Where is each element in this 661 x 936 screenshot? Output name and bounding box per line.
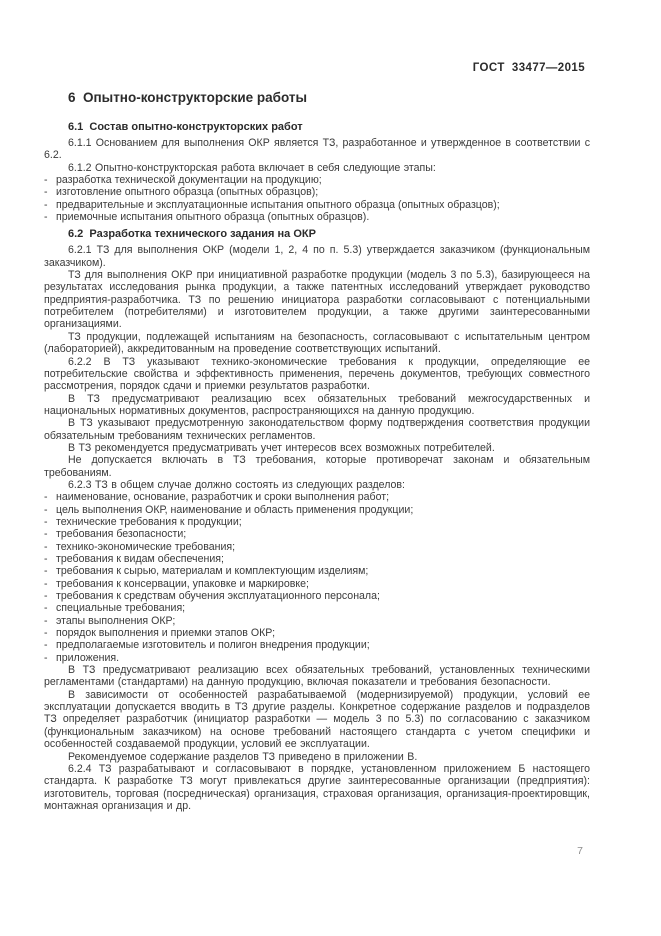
list-item bbox=[44, 504, 590, 516]
list-item bbox=[44, 652, 590, 664]
paragraph: 6.2.4 ТЗ разрабатывают и согласовывают в порядке, установленном приложением Б настоящего стандарта. К разработке ТЗ могут привлекаться другие заинтересованные организации (предприятия): изготовитель, торговая (посредническая) организация, страховая организация, организация-проектировщик, монтажная организация и др. bbox=[44, 762, 590, 812]
list-item bbox=[44, 186, 590, 198]
paragraph: 6.1.2 Опытно-конструкторская работа включает в себя следующие этапы: bbox=[68, 161, 436, 174]
list-item bbox=[44, 211, 590, 223]
paragraph: 6.2.1 ТЗ для выполнения ОКР (модели 1, 2, 4 по п. 5.3) утверждается заказчиком (функциональным заказчиком). bbox=[44, 244, 590, 269]
list-item bbox=[44, 528, 590, 540]
list-marker: - bbox=[44, 528, 48, 541]
list-item bbox=[44, 174, 590, 186]
paragraph: Не допускается включать в ТЗ требования, которые противоречат законам и обязательным требованиям. bbox=[44, 454, 590, 479]
list-item-text: предварительные и эксплуатационные испытания опытного образца (опытных образцов); bbox=[56, 198, 500, 211]
list-item bbox=[44, 199, 590, 211]
list-marker: - bbox=[44, 577, 48, 590]
list-item-text: цель выполнения ОКР, наименование и область применения продукции; bbox=[56, 503, 414, 516]
list-item bbox=[44, 590, 590, 602]
list-item-text: предполагаемые изготовитель и полигон внедрения продукции; bbox=[56, 639, 370, 652]
paragraph: ТЗ для выполнения ОКР при инициативной разработке продукции (модель 3 по 5.3), базирующееся на результатах исследования рынка продукции, а также патентных исследований утверждает руководство предприятия-разработчика. ТЗ по решению инициатора разработки согласовывают с потенциальными потребителем (потребителями) и изготовителем продукции, а также другими заинтересованными организациями. bbox=[44, 269, 590, 331]
list-item-text: технико-экономические требования; bbox=[56, 540, 236, 553]
list-item-text: изготовление опытного образца (опытных образцов); bbox=[56, 186, 319, 199]
list-item-text: разработка технической документации на продукцию; bbox=[56, 174, 322, 187]
list-item-text: требования безопасности; bbox=[56, 528, 187, 541]
list-marker: - bbox=[44, 553, 48, 565]
list-marker: - bbox=[44, 211, 48, 224]
paragraph: 6.2.3 ТЗ в общем случае должно состоять из следующих разделов: bbox=[68, 478, 405, 491]
list-item bbox=[44, 553, 590, 565]
list-item-text: технические требования к продукции; bbox=[56, 515, 242, 528]
list-item-text: приложения. bbox=[56, 651, 120, 664]
list-item-text: требования к консервации, упаковке и маркировке; bbox=[56, 577, 309, 590]
standard-number-header: ГОСТ 33477—2015 bbox=[472, 62, 585, 74]
list-marker: - bbox=[44, 503, 48, 516]
list-item-text: этапы выполнения ОКР; bbox=[56, 614, 176, 627]
list-item-text: требования к средствам обучения эксплуатационного персонала; bbox=[56, 590, 380, 603]
list-marker: - bbox=[44, 515, 48, 528]
list-item bbox=[44, 541, 590, 553]
list-marker: - bbox=[44, 198, 48, 211]
list-item-text: требования к видам обеспечения; bbox=[56, 553, 224, 565]
list-marker: - bbox=[44, 627, 48, 640]
list-marker: - bbox=[44, 174, 48, 187]
list-item-text: требования к сырью, материалам и комплектующим изделиям; bbox=[56, 565, 369, 578]
list-item-text: порядок выполнения и приемки этапов ОКР; bbox=[56, 627, 276, 640]
page-body bbox=[44, 90, 590, 812]
list-marker: - bbox=[44, 590, 48, 603]
page-number: 7 bbox=[577, 845, 583, 857]
list-item bbox=[44, 516, 590, 528]
list-item bbox=[44, 491, 590, 503]
list-marker: - bbox=[44, 540, 48, 553]
list-item bbox=[44, 615, 590, 627]
subsection-heading: 6.2 Разработка технического задания на ОКР bbox=[68, 228, 316, 241]
subsection-heading: 6.1 Состав опытно-конструкторских работ bbox=[68, 121, 303, 133]
paragraph: В ТЗ указывают предусмотренную законодательством форму подтверждения соответствия продукции обязательным требованиям технических регламентов. bbox=[44, 417, 590, 442]
list-item bbox=[44, 602, 590, 614]
list-item bbox=[44, 627, 590, 639]
list-marker: - bbox=[44, 602, 48, 615]
paragraph: ТЗ продукции, подлежащей испытаниям на безопасность, согласовывают с испытательным центром (лабораторией), аккредитованным на проведение соответствующих испытаний. bbox=[44, 330, 590, 356]
list-marker: - bbox=[44, 491, 48, 504]
paragraph: 6.1.1 Основанием для выполнения ОКР является ТЗ, разработанное и утвержденное в соответствии с 6.2. bbox=[44, 137, 590, 162]
paragraph: 6.2.2 В ТЗ указывают технико-экономические требования к продукции, определяющие ее потребительские свойства и эффективность применения, перечень документов, требующих совместного рассмотрения, порядок сдачи и приемки результатов разработки. bbox=[44, 355, 590, 393]
list-marker: - bbox=[44, 565, 48, 578]
section-heading: 6 Опытно-конструкторские работы bbox=[68, 90, 308, 105]
paragraph: В ТЗ предусматривают реализацию всех обязательных требований межгосударственных и национальных нормативных документов, распространяющихся на данную продукцию. bbox=[44, 392, 590, 417]
list-marker: - bbox=[44, 186, 48, 199]
paragraph: В зависимости от особенностей разрабатываемой (модернизируемой) продукции, условий ее эксплуатации допускается вводить в ТЗ другие разделы. Конкретное содержание разделов и подразделов ТЗ определяет разработчик (инициатор разработки — модель 3 по 5.3) по согласованию с заказчиком (функциональным заказчиком) на основе требований настоящего стандарта с учетом специфики и особенностей создаваемой продукции, условий ее эксплуатации. bbox=[44, 688, 590, 751]
list-item-text: наименование, основание, разработчик и сроки выполнения работ; bbox=[56, 491, 390, 504]
list-item bbox=[44, 578, 590, 590]
list-marker: - bbox=[44, 614, 48, 627]
list-item-text: специальные требования; bbox=[56, 602, 186, 615]
paragraph: В ТЗ предусматривают реализацию всех обязательных требований, установленных техническими регламентами (стандартами) на данную продукцию, включая показатели и требования безопасности. bbox=[44, 664, 590, 689]
list-marker: - bbox=[44, 651, 48, 664]
list-item-text: приемочные испытания опытного образца (опытных образцов). bbox=[56, 211, 370, 224]
list-item bbox=[44, 639, 590, 651]
list-item bbox=[44, 565, 590, 577]
list-marker: - bbox=[44, 639, 48, 652]
paragraph: В ТЗ рекомендуется предусматривать учет интересов всех возможных потребителей. bbox=[68, 441, 495, 454]
paragraph: Рекомендуемое содержание разделов ТЗ приведено в приложении В. bbox=[68, 750, 418, 763]
